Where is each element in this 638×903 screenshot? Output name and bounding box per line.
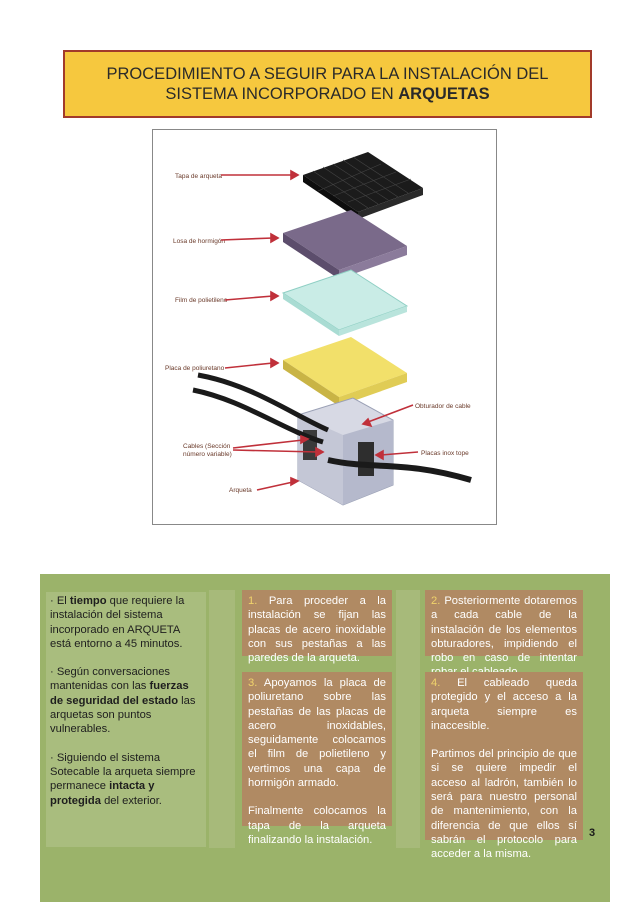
notes-column: [46, 592, 206, 847]
label-cables-1: Cables (Sección: [183, 443, 231, 450]
step-3-number: 3.: [248, 677, 258, 689]
installation-diagram: [152, 129, 497, 525]
step-2-panel: [425, 590, 583, 665]
step-1-number: 1.: [248, 595, 258, 607]
note-protection: · Siguiendo el sistema Sotecable la arqueta siempre permanece intacta y protegida del exterior.: [50, 751, 196, 807]
label-placa: Placa de poliuretano: [165, 365, 225, 372]
exploded-arqueta-illustration: [153, 130, 498, 526]
title-line-2-bold: ARQUETAS: [398, 85, 490, 103]
title-line-2-prefix: SISTEMA INCORPORADO EN: [165, 85, 399, 103]
note-security: · Según conversaciones mantenidas con las fuerzas de seguridad del estado las arquetas son puntos vulnerables.: [50, 666, 196, 736]
film-layer: [283, 270, 407, 330]
step-3-text: Apoyamos la placa de poliuretano sobre las pestañas de las placas de acero inoxidables, seguidamente colocamos el film de polietileno y vertimos una capa de hormigón armado.: [248, 677, 386, 790]
label-losa: Losa de hormigón: [173, 238, 226, 245]
title-line-2: [65, 84, 590, 104]
column-divider-1: [209, 590, 235, 848]
label-placas-inox: Placas inox tope: [421, 450, 469, 457]
step-2-number: 2.: [431, 595, 441, 607]
page-title: [63, 50, 592, 118]
note-time: · El tiempo que requiere la instalación del sistema incorporado en ARQUETA está entorno a 45 minutos.: [50, 595, 185, 650]
step-4-number: 4.: [431, 677, 441, 689]
column-divider-2: [396, 590, 420, 848]
label-cables-2: número variable): [183, 451, 232, 458]
step-1-text: Para proceder a la instalación se fijan las placas de acero inoxidable con sus pestañas a las paredes de la arqueta.: [248, 595, 386, 665]
label-film: Film de polietileno: [175, 297, 228, 304]
tapa-layer: [303, 152, 423, 212]
title-line-1: PROCEDIMIENTO A SEGUIR PARA LA INSTALACIÓN DEL: [106, 65, 549, 83]
label-arqueta: Arqueta: [229, 487, 252, 494]
step-4-panel: [425, 672, 583, 861]
label-tapa: Tapa de arqueta: [175, 173, 222, 180]
step-2-text: Posteriormente dotaremos a cada cable de la instalación de los elementos obturadores, impidiendo el robo en caso de intentar: [431, 595, 577, 665]
page-number: 3: [589, 827, 596, 839]
label-obturador: Obturador de cable: [415, 403, 471, 410]
step-1-panel: [242, 590, 392, 665]
step-4-principle-text: Partimos del principio de que si se quiere impedir el acceso al ladrón, también lo será para nuestro personal de mantenimiento, con la diferencia de que ellos sí sabrán el protocolo para acceder a la misma.: [431, 748, 577, 861]
step-3-final-text: Finalmente colocamos la tapa de la arqueta finalizando la instalación.: [248, 805, 386, 846]
step-4-text: El cableado queda protegido y el acceso a la arqueta siempre es inaccesible.: [431, 677, 578, 732]
step-3-panel: [242, 672, 392, 846]
